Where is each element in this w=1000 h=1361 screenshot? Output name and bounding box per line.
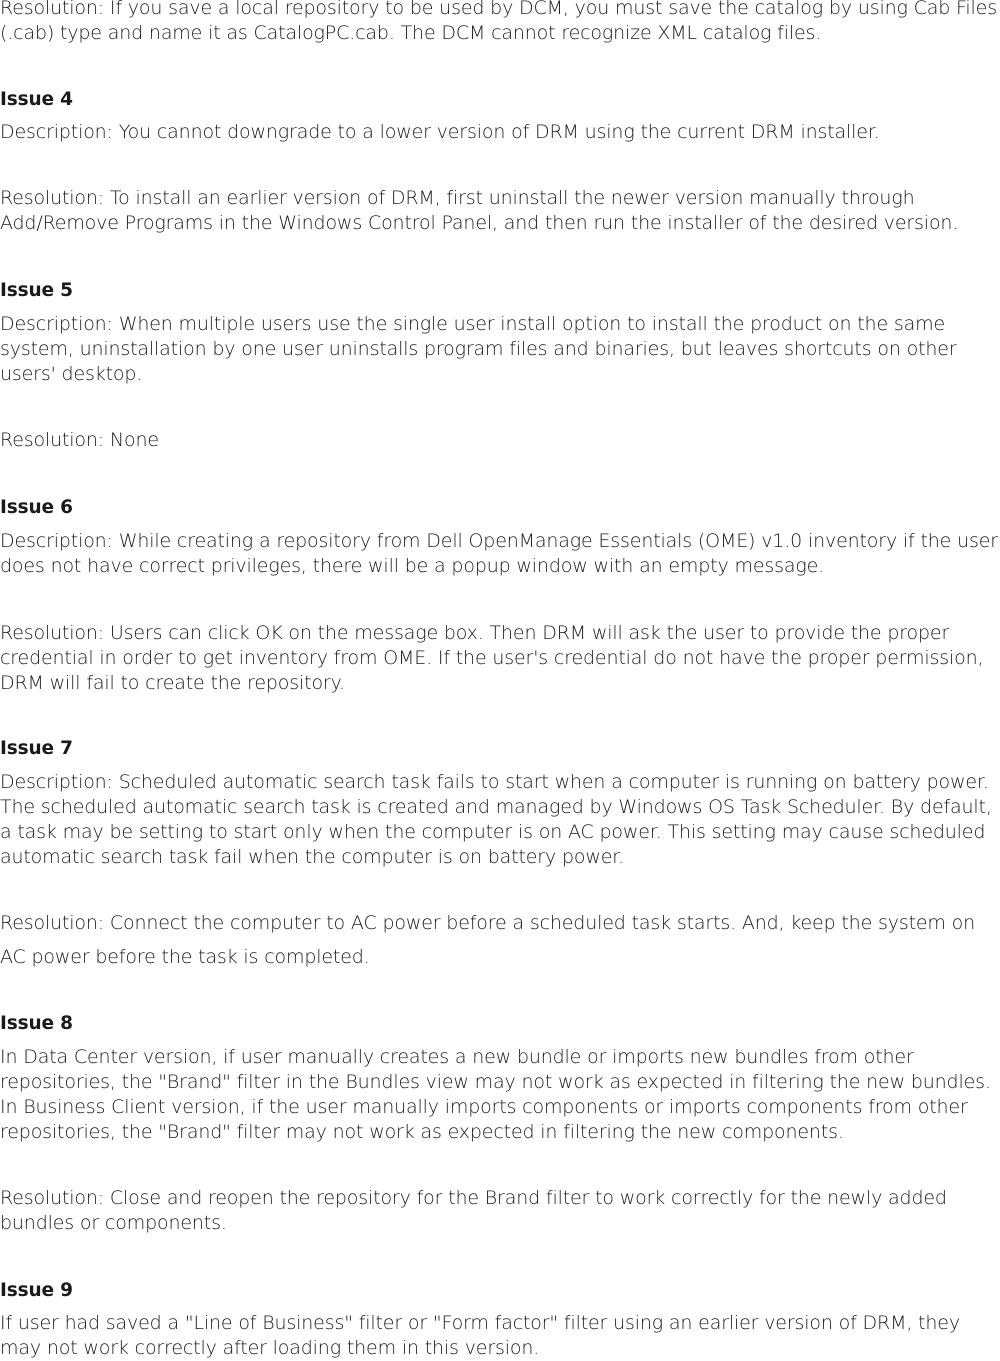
issue-9-heading: Issue 9 xyxy=(0,1280,73,1301)
issue-4-description: Description: You cannot downgrade to a lower version of DRM using the current DRM installer. xyxy=(0,121,880,143)
issue-9-description: If user had saved a "Line of Business" filter or "Form factor" filter using an earlier version of DRM, they may not work correctly after loading them in this version. xyxy=(0,1312,960,1359)
issue-7-resolution-line-2: AC power before the task is completed. xyxy=(0,946,370,968)
issue-5-heading: Issue 5 xyxy=(0,280,73,301)
issue-7-description: Description: Scheduled automatic search task fails to start when a computer is running on battery power. The scheduled automatic search task is created and managed by Windows OS Task Scheduler. By default, a task may be setting to start only when the computer is on AC power. This setting may cause scheduled automatic search task fail when the computer is on battery power. xyxy=(0,771,992,868)
issue-8-resolution: Resolution: Close and reopen the repository for the Brand filter to work correctly for the newly added bundles or components. xyxy=(0,1187,947,1234)
issue-4-resolution: Resolution: To install an earlier version of DRM, first uninstall the newer version manually through Add/Remove Programs in the Windows Control Panel, and then run the installer of the desired version. xyxy=(0,187,959,234)
intro-resolution: Resolution: If you save a local repository to be used by DCM, you must save the catalog by using Cab Files (.cab) type and name it as CatalogPC.cab. The DCM cannot recognize XML catalog files. xyxy=(0,0,997,44)
issue-7-heading: Issue 7 xyxy=(0,738,73,759)
issue-8-heading: Issue 8 xyxy=(0,1013,73,1034)
issue-5-description: Description: When multiple users use the single user install option to install the product on the same system, uninstallation by one user uninstalls program files and binaries, but leaves shortcuts on other users' desktop. xyxy=(0,313,957,385)
issue-6-heading: Issue 6 xyxy=(0,497,73,518)
issue-5-resolution: Resolution: None xyxy=(0,429,159,451)
issue-6-resolution: Resolution: Users can click OK on the message box. Then DRM will ask the user to provide the proper credential in order to get inventory from OME. If the user's credential do not have the proper permission, DRM will fail to create the repository. xyxy=(0,622,984,694)
issue-4-heading: Issue 4 xyxy=(0,89,73,110)
issue-7-resolution-line-1: Resolution: Connect the computer to AC power before a scheduled task starts. And, keep the system on xyxy=(0,912,976,934)
issue-6-description: Description: While creating a repository from Dell OpenManage Essentials (OME) v1.0 inventory if the user does not have correct privileges, there will be a popup window with an empty message. xyxy=(0,530,998,577)
issue-8-description: In Data Center version, if user manually creates a new bundle or imports new bundles from other repositories, the "Brand" filter in the Bundles view may not work as expected in filtering the new bundles. In Business Client version, if the user manually imports components or imports components from other repositories, the "Brand" filter may not work as expected in filtering the new components. xyxy=(0,1046,991,1143)
